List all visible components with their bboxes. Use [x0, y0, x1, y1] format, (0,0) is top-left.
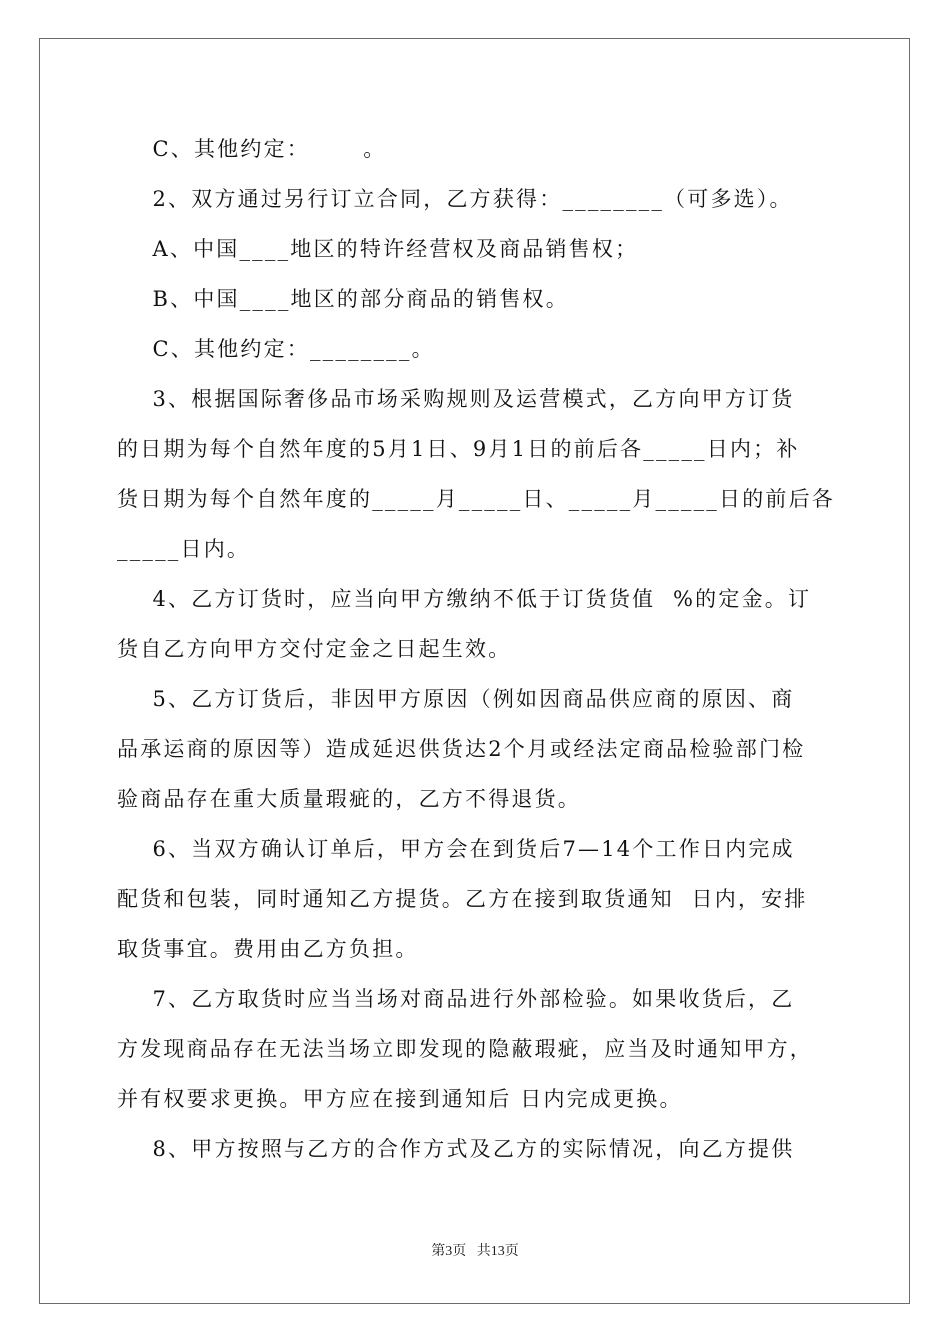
text-line: 验商品存在重大质量瑕疵的，乙方不得退货。 — [117, 787, 581, 811]
text-line: 货日期为每个自然年度的_____月_____日、_____月_____日的前后各 — [117, 487, 835, 511]
page-footer: 第3页 共13页 — [431, 1244, 519, 1259]
text-line: 配货和包装，同时通知乙方提货。乙方在接到取货通知 日内，安排 — [117, 887, 808, 911]
text-line: 货自乙方向甲方交付定金之日起生效。 — [117, 637, 512, 661]
text-line: 并有权要求更换。甲方应在接到通知后 日内完成更换。 — [117, 1087, 683, 1111]
text-line: 7、乙方取货时应当当场对商品进行外部检验。如果收货后，乙 — [117, 987, 795, 1011]
text-line: 5、乙方订货后，非因甲方原因（例如因商品供应商的原因、商 — [117, 687, 795, 711]
text-line: C、其他约定：________。 — [117, 337, 435, 361]
text-line: A、中国____地区的特许经营权及商品销售权； — [117, 237, 639, 261]
text-line: B、中国____地区的部分商品的销售权。 — [117, 287, 569, 311]
text-line: C、其他约定： 。 — [117, 137, 387, 161]
text-line: 4、乙方订货时，应当向甲方缴纳不低于订货货值 %的定金。订 — [117, 587, 812, 611]
text-line: 8、甲方按照与乙方的合作方式及乙方的实际情况，向乙方提供 — [117, 1137, 795, 1161]
text-line: 6、当双方确认订单后，甲方会在到货后7—14个工作日内完成 — [117, 837, 795, 861]
text-line: 品承运商的原因等）造成延迟供货达2个月或经法定商品检验部门检 — [117, 737, 806, 761]
text-line: 2、双方通过另行订立合同，乙方获得：________（可多选）。 — [117, 187, 793, 211]
text-line: 的日期为每个自然年度的5月1日、9月1日的前后各_____日内；补 — [117, 437, 800, 461]
text-line: 方发现商品存在无法当场立即发现的隐蔽瑕疵，应当及时通知甲方， — [117, 1037, 813, 1061]
text-line: 取货事宜。费用由乙方负担。 — [117, 937, 419, 961]
text-line: _____日内。 — [117, 537, 251, 561]
page-border — [39, 38, 910, 1304]
text-line: 3、根据国际奢侈品市场采购规则及运营模式，乙方向甲方订货 — [117, 387, 795, 411]
